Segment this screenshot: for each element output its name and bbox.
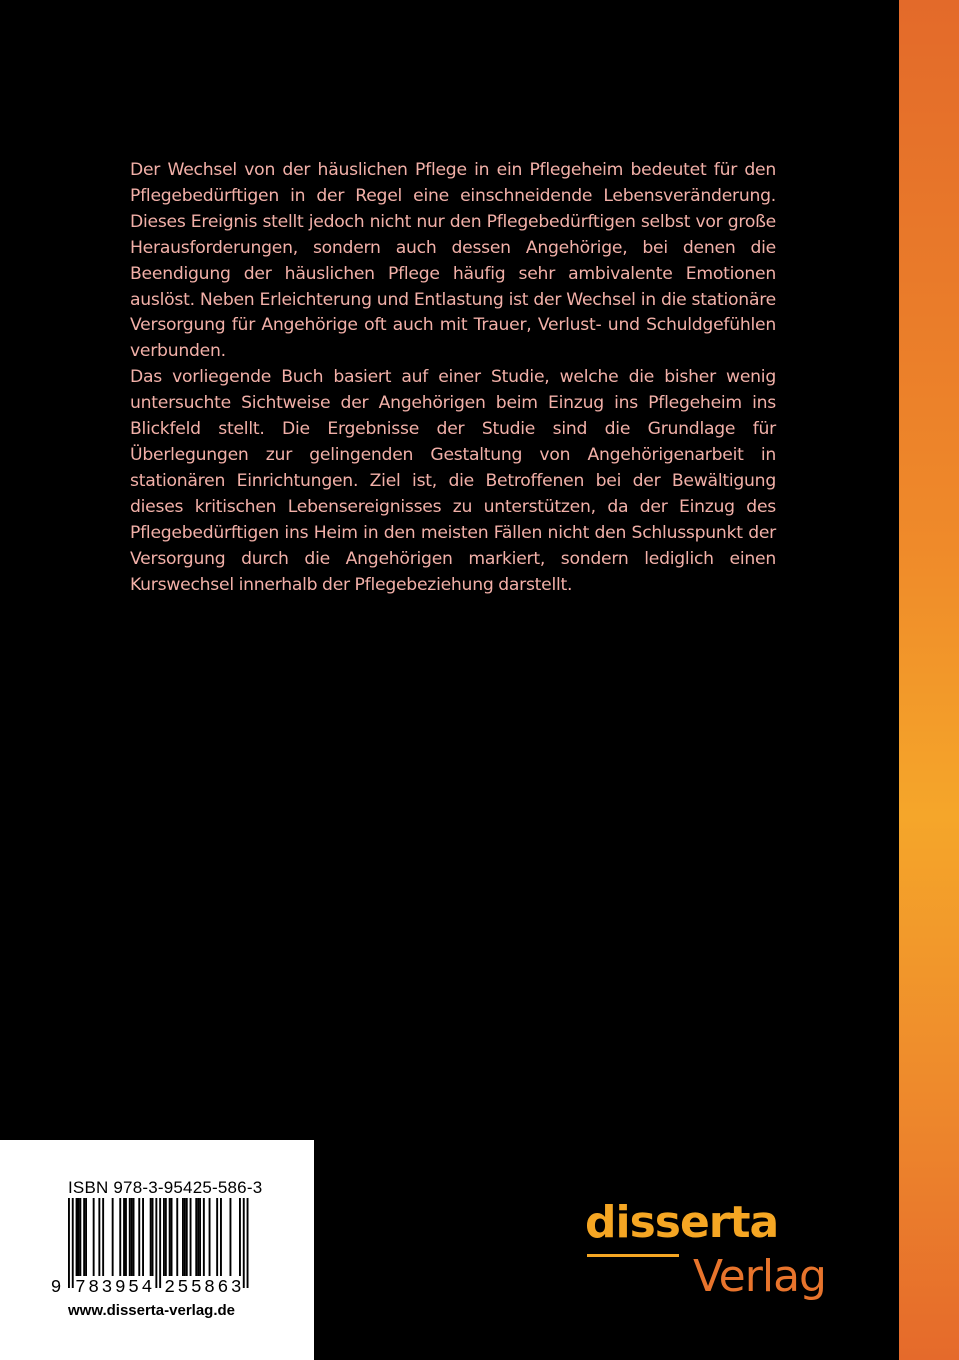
logo-underline [587,1254,679,1257]
barcode-bar [131,1198,133,1276]
barcode-bar [169,1198,171,1276]
barcode-bar [195,1198,197,1276]
barcode-bar [243,1198,245,1288]
barcode-bar [216,1198,218,1276]
barcode-digit: 5 [177,1278,189,1296]
barcode-bar [76,1198,78,1276]
barcode-bar [98,1198,100,1276]
barcode-digit: 8 [88,1278,100,1296]
barcode-bar [186,1198,188,1276]
barcode-bar [79,1198,81,1276]
barcode-digit: 9 [50,1278,62,1296]
blurb-paragraph-1: Der Wechsel von der häuslichen Pflege in ein Pflegeheim bedeutet für den Pflegebedürftigen in der Regel eine einschneidende Lebensveränderung. Dieses Ereignis stellt jedoch nicht nur den Pflegebedürftigen selbst vor große Herausforderungen, sondern auch dessen Angehörige, bei denen die Beendigung der häuslichen Pflege häufig sehr ambivalente Emotionen auslöst. Neben Erleichterung und Entlastung ist der Wechsel in die stationäre Versorgung für Angehörige oft auch mit Trauer, Verlust- und Schuldgefühlen verbunden. [130,160,776,362]
barcode-bar [93,1198,95,1276]
barcode-digit: 5 [128,1278,139,1296]
orange-spine-strip [899,0,959,1360]
barcode-bar [119,1198,121,1276]
barcode-bar [138,1198,140,1276]
barcode-bar [199,1198,201,1276]
barcode-bar [152,1198,154,1276]
barcode-digit: 4 [141,1278,153,1296]
barcode-bar [133,1198,135,1276]
blurb-text [130,158,776,598]
barcode-bar [68,1198,70,1288]
barcode-digit: 5 [190,1278,202,1296]
barcode-bar [190,1198,192,1276]
blurb-paragraph-2: Das vorliegende Buch basiert auf einer Studie, welche die bisher wenig untersuchte Sichtweise der Angehörigen beim Einzug ins Pflegeheim ins Blickfeld stellt. Die Ergebnisse der Studie sind die Grundlage für Überlegungen zur gelingenden Gestaltung von Angehörigenarbeit in stationären Einrichtungen. Ziel ist, die Betroffenen bei der Bewältigung dieses kritischen Lebensereignisses zu unterstützen, da der Einzug des Pflegebedürftigen ins Heim in den meisten Fällen nicht den Schlusspunkt der Versorgung durch die Angehörigen markiert, sondern lediglich einen Kurswechsel innerhalb der Pflegebeziehung darstellt. [130,367,776,595]
barcode-bar [155,1198,157,1288]
barcode-bar [142,1198,144,1276]
isbn-number: ISBN 978-3-95425-586-3 [68,1178,263,1197]
barcode-bar [85,1198,87,1276]
barcode-bar [129,1198,131,1276]
barcode-bar [78,1198,80,1276]
barcode-bar [125,1198,127,1276]
barcode-bar [171,1198,173,1276]
barcode-bar [203,1198,205,1276]
barcode-digit: 7 [74,1278,86,1296]
barcode-bar [165,1198,167,1276]
barcode-bar [150,1198,152,1276]
barcode-digit: 3 [230,1278,242,1296]
barcode-digit: 8 [204,1278,215,1296]
barcode-bar [197,1198,199,1276]
logo-word-verlag: Verlag [693,1251,826,1302]
barcode-bar [163,1198,165,1276]
barcode-bar [247,1198,249,1288]
barcode-digit: 9 [114,1278,126,1296]
logo-word-disserta: disserta [585,1197,779,1248]
barcode-bar [209,1198,211,1276]
barcode-bar [176,1198,178,1276]
barcode-digit: 6 [217,1278,229,1296]
barcode-bar [220,1198,222,1276]
barcode-bar [72,1198,74,1288]
ean-barcode [48,1198,258,1296]
barcode-bar [184,1198,186,1276]
barcode-digit: 3 [101,1278,113,1296]
barcode-bar [239,1198,241,1276]
barcode-bar [102,1198,104,1276]
barcode-bar [182,1198,184,1276]
barcode-bar [230,1198,232,1276]
barcode-bar [123,1198,125,1276]
barcode-digit: 2 [164,1278,176,1296]
disserta-verlag-logo [585,1198,845,1318]
publisher-url: www.disserta-verlag.de [68,1302,236,1319]
barcode-bar [159,1198,161,1288]
barcode-bar [112,1198,114,1276]
barcode-bar [83,1198,85,1276]
